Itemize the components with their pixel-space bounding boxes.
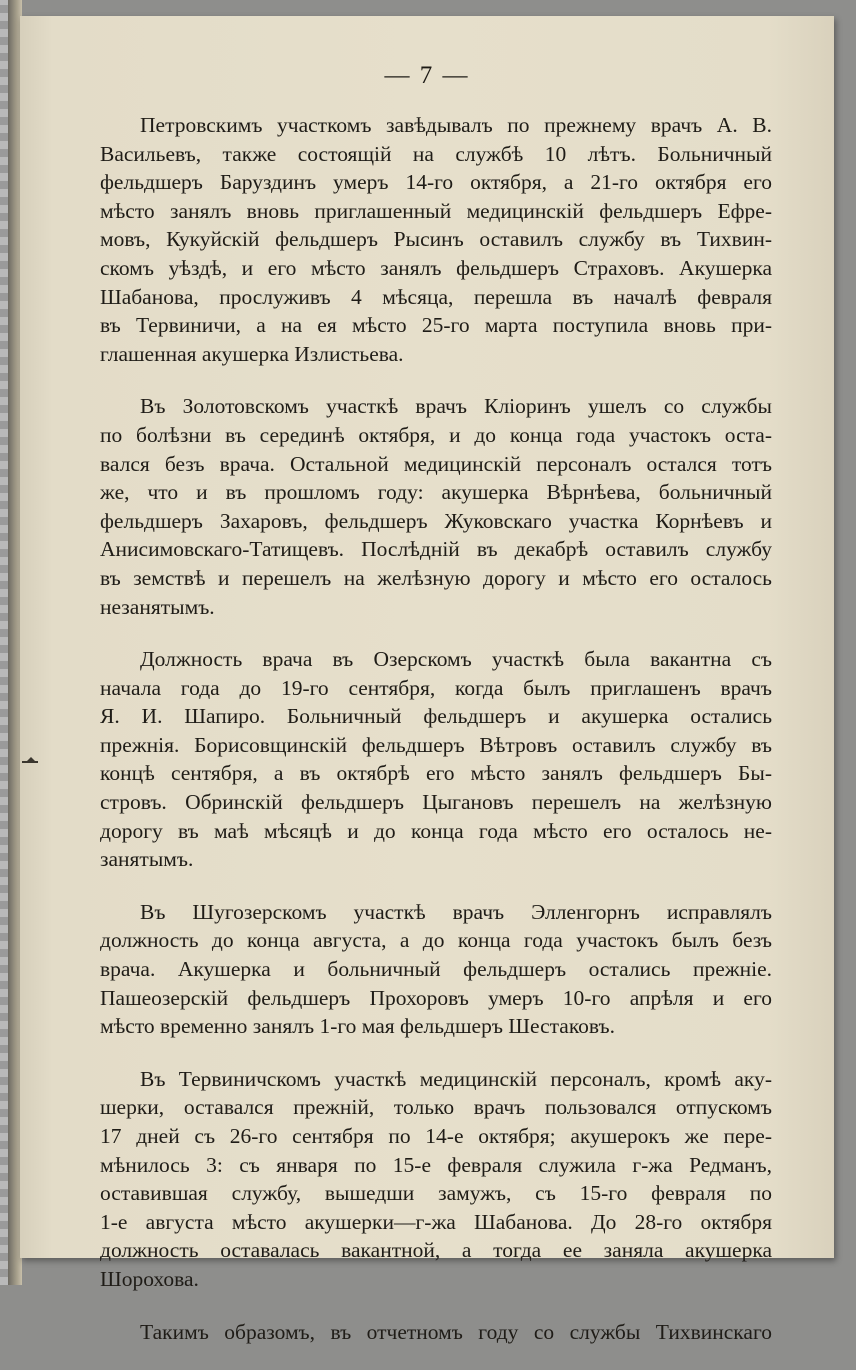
- text-line: Должность врача въ Озерскомъ участкѣ была вакантна съ: [140, 647, 772, 672]
- text-line: незанятымъ.: [100, 594, 215, 619]
- text-line: въ Тервиничи, а на ея мѣсто 25-го марта поступила вновь при-: [100, 313, 772, 338]
- text-line: Такимъ образомъ, въ отчетномъ году со службы Тихвинскаго: [140, 1319, 772, 1344]
- paragraph-5: [100, 1065, 772, 1294]
- text-line: по болѣзни въ серединѣ октября, и до конца года участокъ оста-: [100, 422, 772, 447]
- text-line: 17 дней съ 26-го сентября по 14-е октября; акушерокъ же пере-: [100, 1124, 772, 1148]
- text-line: вался безъ врача. Остальной медицинскій персоналъ остался тотъ: [100, 451, 772, 476]
- text-line: Петровскимъ участкомъ завѣдывалъ по прежнему врачъ А. В.: [140, 113, 772, 137]
- text-line: концѣ сентября, а въ октябрѣ его мѣсто занялъ фельдшеръ Бы-: [100, 761, 772, 786]
- text-line: шерки, оставался прежній, только врачъ пользовался отпускомъ: [100, 1095, 772, 1120]
- text-line: 1-е августа мѣсто акушерки—г-жа Шабанова. До 28-го октября: [100, 1209, 772, 1234]
- text-line: Пашеозерскій фельдшеръ Прохоровъ умеръ 10-го апрѣля и его: [100, 985, 772, 1010]
- text-line: стровъ. Обринскій фельдшеръ Цыгановъ перешелъ на желѣзную: [100, 790, 772, 815]
- text-line: Васильевъ, также состоящій на службѣ 10 лѣтъ. Больничный: [100, 141, 772, 166]
- text-line: въ земствѣ и перешелъ на желѣзную дорогу и мѣсто его осталось: [100, 565, 772, 590]
- text-line: Я. И. Шапиро. Больничный фельдшеръ и акушерка остались: [100, 704, 772, 729]
- text-line: мовъ, Кукуйскій фельдшеръ Рысинъ оставилъ службу въ Тихвин-: [100, 227, 772, 252]
- text-line: же, что и въ прошломъ году: акушерка Вѣрнѣева, больничный: [100, 480, 772, 505]
- text-line: мѣсто занялъ вновь приглашенный медицинскій фельдшеръ Ефре-: [100, 198, 772, 223]
- page-number: — 7 —: [384, 62, 470, 89]
- text-line: мѣнилось 3: съ января по 15-е февраля служила г-жа Редманъ,: [100, 1152, 772, 1177]
- book-page: [20, 16, 834, 1344]
- paragraph-3: [100, 645, 772, 874]
- text-line: начала года до 19-го сентября, когда былъ приглашенъ врачъ: [100, 675, 772, 700]
- body-text: [100, 111, 772, 1370]
- paragraph-6: [100, 1318, 772, 1347]
- text-line: Анисимовскаго-Татищевъ. Послѣдній въ декабрѣ оставилъ службу: [100, 537, 772, 562]
- text-line: мѣсто временно занялъ 1-го мая фельдшеръ Шестаковъ.: [100, 1014, 616, 1039]
- binding-marker: [22, 761, 38, 763]
- text-line: глашенная акушерка Излистьева.: [100, 341, 404, 366]
- text-line: прежнія. Борисовщинскій фельдшеръ Вѣтровъ оставилъ службу въ: [100, 732, 772, 757]
- text-line: Шабанова, прослуживъ 4 мѣсяца, перешла въ началѣ февраля: [100, 284, 772, 309]
- text-line: дорогу въ маѣ мѣсяцѣ и до конца года мѣсто его осталось не-: [100, 818, 772, 843]
- text-line: Въ Шугозерскомъ участкѣ врачъ Элленгорнъ исправлялъ: [140, 899, 772, 924]
- paragraph-1: [100, 111, 772, 368]
- text-line: должность оставалась вакантной, а тогда ее заняла акушерка: [100, 1238, 772, 1263]
- text-line: оставившая службу, вышедши замужъ, съ 15-го февраля по: [100, 1181, 772, 1206]
- text-line: врача. Акушерка и больничный фельдшеръ остались прежніе.: [100, 957, 772, 982]
- text-line: Шорохова.: [100, 1266, 199, 1291]
- text-line: скомъ уѣздѣ, и его мѣсто занялъ фельдшеръ Страховъ. Акушерка: [100, 255, 772, 280]
- paragraph-4: [100, 898, 772, 1041]
- paragraph-2: [100, 392, 772, 621]
- text-line: фельдшеръ Захаровъ, фельдшеръ Жуковскаго участка Корнѣевъ и: [100, 508, 772, 533]
- text-line: Въ Золотовскомъ участкѣ врачъ Кліоринъ ушелъ со службы: [140, 394, 772, 419]
- text-line: должность до конца августа, а до конца года участокъ былъ безъ: [100, 928, 772, 953]
- text-line: Въ Тервиничскомъ участкѣ медицинскій персоналъ, кромѣ аку-: [140, 1066, 772, 1091]
- text-line: фельдшеръ Баруздинъ умеръ 14-го октября, а 21-го октября его: [100, 170, 772, 195]
- text-line: занятымъ.: [100, 847, 194, 872]
